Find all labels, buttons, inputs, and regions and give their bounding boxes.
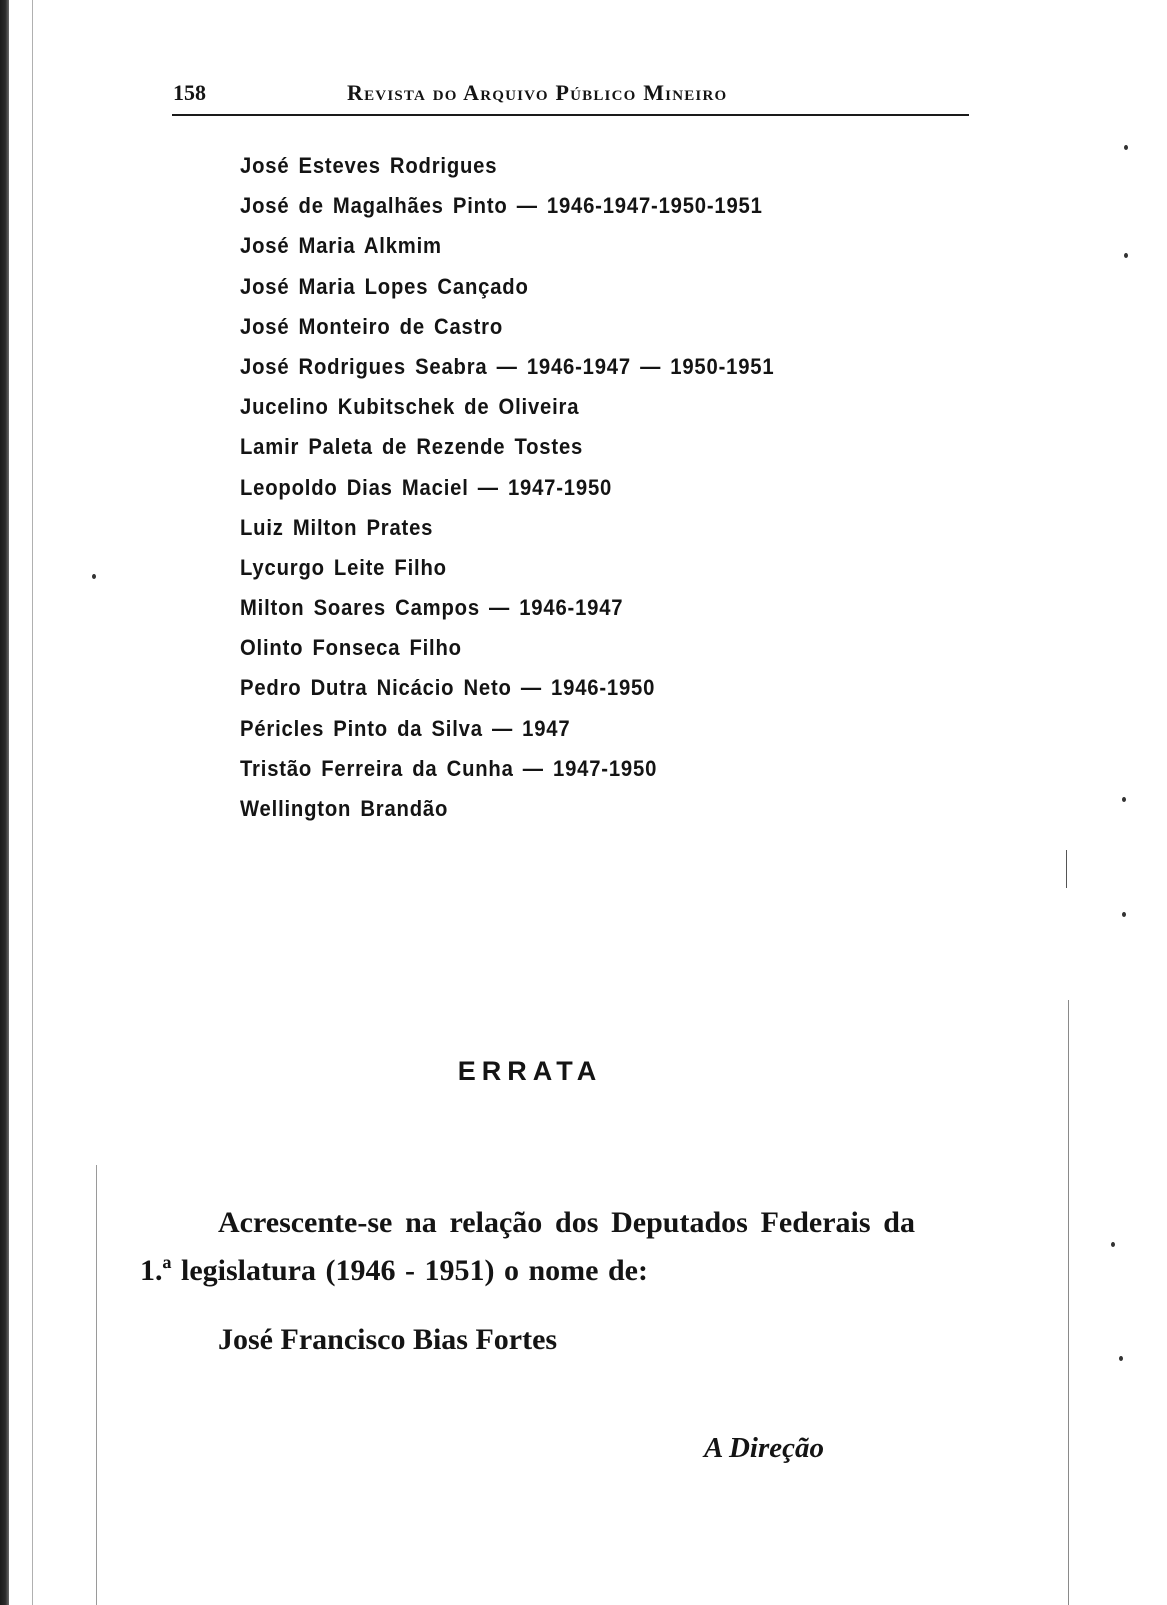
list-item: José Monteiro de Castro [240, 313, 504, 339]
scan-speck [1124, 253, 1128, 258]
page-number: 158 [173, 80, 206, 105]
list-item: Péricles Pinto da Silva — 1947 [240, 715, 571, 741]
errata-heading: ERRATA [457, 1056, 603, 1086]
list-item: José de Magalhães Pinto — 1946-1947-1950-1951 [240, 193, 763, 219]
list-item: Lamir Paleta de Rezende Tostes [240, 434, 584, 460]
errata-added-name: José Francisco Bias Fortes [218, 1323, 558, 1356]
list-item: José Rodrigues Seabra — 1946-1947 — 1950-1951 [240, 353, 775, 379]
scan-speck [1124, 145, 1128, 150]
list-item: José Esteves Rodrigues [240, 153, 498, 178]
list-item: Pedro Dutra Nicácio Neto — 1946-1950 [240, 675, 656, 701]
running-head [173, 80, 968, 110]
scan-line [1068, 1000, 1069, 1605]
list-item: Leopoldo Dias Maciel — 1947-1950 [240, 474, 613, 500]
errata-paragraph: Acrescente-se na relação dos Deputados Federais da 1.ª legislatura (1946 - 1951) o nome de: [140, 1206, 915, 1287]
header-rule [172, 114, 969, 116]
list-item: José Maria Lopes Cançado [240, 273, 529, 299]
list-item: Wellington Brandão [240, 796, 449, 821]
list-item: Jucelino Kubitschek de Oliveira [240, 394, 580, 420]
scan-speck [92, 574, 96, 579]
deputies-list [240, 146, 834, 829]
list-item: Milton Soares Campos — 1946-1947 [240, 595, 624, 621]
signature: A Direção [704, 1432, 825, 1464]
scan-speck [1119, 1356, 1123, 1361]
list-item: Luiz Milton Prates [240, 514, 434, 540]
scan-line [32, 0, 33, 1605]
scan-line [96, 1165, 97, 1605]
journal-title: Revista do Arquivo Público Mineiro [347, 80, 728, 105]
list-item: Olinto Fonseca Filho [240, 635, 462, 661]
scan-line [1066, 850, 1067, 888]
page-binding-edge [0, 0, 9, 1605]
list-item: Tristão Ferreira da Cunha — 1947-1950 [240, 755, 658, 781]
list-item: José Maria Alkmim [240, 233, 442, 259]
scan-speck [1111, 1242, 1115, 1247]
scan-speck [1122, 912, 1126, 917]
list-item: Lycurgo Leite Filho [240, 554, 447, 580]
scan-speck [1122, 797, 1126, 802]
